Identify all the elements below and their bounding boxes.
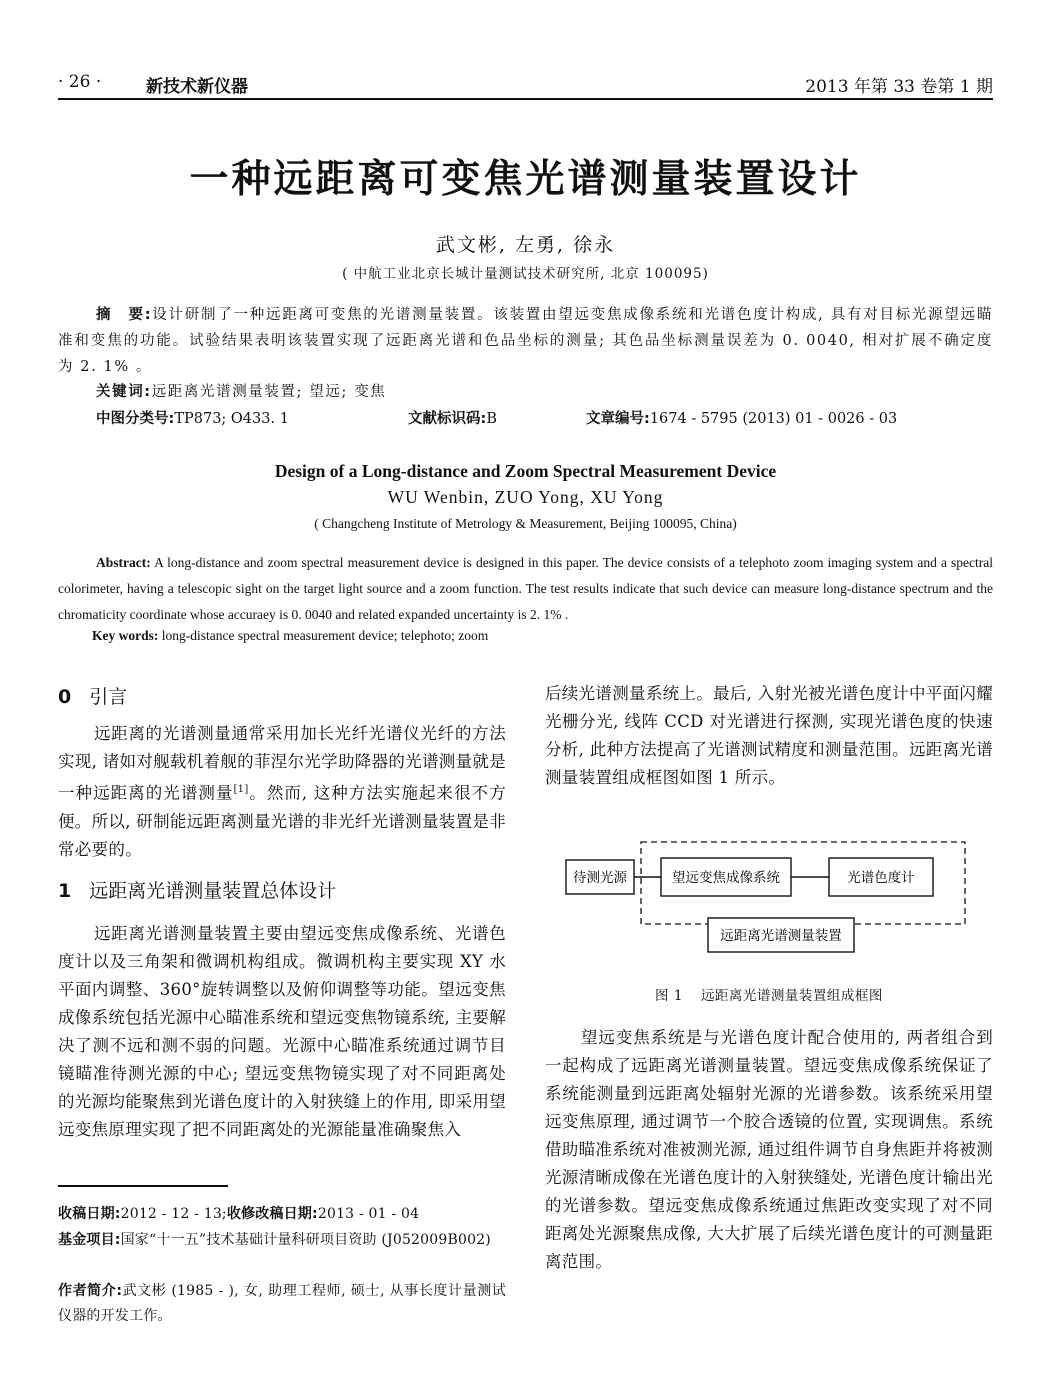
keywords-cn-text: 远距离光谱测量装置; 望远; 变焦: [151, 384, 387, 400]
author-bio-value: 武文彬 (1985 - ), 女, 助理工程师, 硕士, 从事长度计量测试仪器的开发工作。: [58, 1283, 506, 1324]
right-column-text-2: 望远变焦系统是与光谱色度计配合使用的, 两者组合到一起构成了远距离光谱测量装置。望远变焦成像系统保证了系统能测量到远距离处辐射光源的光谱参数。该系统采用望远变焦原理, 通过调节一个胶合透镜的位置, 实现调焦。系统借助瞄准系统对准被测光源, 通过组件调节自身焦距并将被测光源清晰成像在光谱色度计的入射狭缝处, 光谱色度计输出光的光谱参数。望远变焦成像系统通过焦距改变实现了对不同距离处光源聚焦成像, 大大扩展了后续光谱色度计的可测量距离范围。: [545, 1028, 993, 1271]
figure-caption-text: 远距离光谱测量装置组成框图: [700, 988, 883, 1004]
footnote-author: [58, 1279, 506, 1329]
issue-info: 2013 年第 33 卷第 1 期: [805, 77, 993, 97]
section-1-paragraph: [58, 920, 506, 1144]
received-value: 2012 - 12 - 13;: [120, 1206, 227, 1222]
right-column-paragraph-2: [545, 1024, 993, 1276]
clc-value: TP873; O433. 1: [174, 411, 289, 427]
keywords-cn-label: 关键词:: [96, 384, 152, 400]
section-1-heading: [58, 876, 336, 903]
section-0-text-a: 远距离的光谱测量通常采用加长光纤光谱仪光纤的方法实现, 诸如对舰载机着舰的菲涅尔光学助降器的光谱测量就是一种远距离的光谱测量: [58, 724, 506, 803]
paper-title: 一种远距离可变焦光谱测量装置设计: [189, 157, 862, 202]
block-diagram: [564, 838, 974, 960]
page-number: · 26 ·: [58, 72, 102, 92]
section-0-number: 0: [58, 686, 72, 708]
classification-line: [96, 407, 996, 428]
english-affiliation: ( Changcheng Institute of Metrology & Measurement, Beijing 100095, China): [314, 516, 737, 531]
right-column-text-1: 后续光谱测量系统上。最后, 入射光被光谱色度计中平面闪耀光栅分光, 线阵 CCD 对光谱进行探测, 实现光谱色度的快速分析, 此种方法提高了光谱测试精度和测量范围。远距离光谱测量装置组成框图如图 1 所示。: [545, 684, 993, 787]
section-0-text-b: 。然而, 这种方法实施起来很不方便。所以, 研制能远距离测量光谱的非光纤光谱测量装置是非常必要的。: [58, 783, 506, 859]
doc-code-value: B: [486, 411, 497, 427]
affiliation: ( 中航工业北京长城计量测试技术研究所, 北京 100095): [342, 266, 709, 282]
author-bio-label: 作者简介:: [58, 1283, 123, 1299]
box-source-label: 待测光源: [573, 870, 627, 886]
abstract-cn-text: 设计研制了一种远距离可变焦的光谱测量装置。该装置由望远变焦成像系统和光谱色度计构成, 具有对目标光源望远瞄准和变焦的功能。试验结果表明该装置实现了远距离光谱和色品坐标的测量; 其色品坐标测量误差为 0. 0040, 相对扩展不确定度为 2. 1% 。: [58, 307, 993, 375]
section-1-text: 远距离光谱测量装置主要由望远变焦成像系统、光谱色度计以及三角架和微调机构组成。微调机构主要实现 XY 水平面内调整、360°旋转调整以及俯仰调整等功能。望远变焦成像系统包括光源中心瞄准系统和望远变焦物镜系统, 主要解决了测不远和测不弱的问题。光源中心瞄准系统通过调节目镜瞄准待测光源的中心; 望远变焦物镜实现了对不同距离处的光源均能聚焦到光谱色度计的入射狭缝上的作用, 即采用望远变焦原理实现了把不同距离处的光源能量准确聚焦入: [58, 924, 506, 1139]
section-0-paragraph: [58, 720, 506, 864]
header-rule: [58, 98, 993, 100]
section-1-number: 1: [58, 880, 72, 902]
clc-label: 中图分类号:: [96, 411, 175, 427]
doc-code-label: 文献标识码:: [408, 411, 487, 427]
abstract-cn-label: 摘 要:: [96, 307, 153, 323]
english-abstract: [58, 550, 993, 628]
box-device-label: 远距离光谱测量装置: [720, 928, 842, 944]
english-keywords-text: long-distance spectral measurement device; telephoto; zoom: [161, 628, 489, 643]
received-label: 收稿日期:: [58, 1206, 121, 1222]
section-0-title: 引言: [89, 686, 128, 708]
english-authors: WU Wenbin, ZUO Yong, XU Yong: [387, 487, 664, 507]
box-zoom-imaging-label: 望远变焦成像系统: [672, 870, 780, 886]
box-colorimeter-label: 光谱色度计: [847, 870, 915, 886]
abstract-cn: [58, 302, 993, 380]
revised-value: 2013 - 01 - 04: [317, 1206, 420, 1222]
english-title: Design of a Long-distance and Zoom Spectral Measurement Device: [274, 461, 777, 481]
english-abstract-text: A long-distance and zoom spectral measurement device is designed in this paper. The device consists of a telephoto zoom imaging system and a spectral colorimeter, having a telescopic sight on the target light source and a zoom function. The test results indicate that such device can measure long-distance spectrum and the chromaticity coordinate whose accuraey is 0. 0040 and related expanded uncertainty is 2. 1% .: [58, 555, 993, 622]
keywords-cn: [96, 380, 386, 401]
authors: 武文彬, 左勇, 徐永: [435, 234, 616, 256]
figure-number: 图 1: [655, 988, 683, 1004]
section-1-title: 远距离光谱测量装置总体设计: [89, 880, 337, 902]
citation-ref: [1]: [233, 784, 249, 795]
footnote-received: [58, 1202, 506, 1227]
revised-label: 收修改稿日期:: [226, 1206, 318, 1222]
article-no-label: 文章编号:: [586, 411, 650, 427]
fund-value: 国家“十一五”技术基础计量科研项目资助 (J052009B002): [120, 1232, 491, 1248]
english-keywords-label: Key words:: [92, 628, 159, 643]
english-abstract-label: Abstract:: [96, 555, 151, 570]
figure-caption: [545, 984, 993, 1004]
right-column-paragraph-1: [545, 680, 993, 792]
footnote-rule: [58, 1185, 228, 1187]
section-0-heading: [58, 682, 127, 709]
fund-label: 基金项目:: [58, 1232, 121, 1248]
journal-name: 新技术新仪器: [146, 77, 248, 97]
article-no-value: 1674 - 5795 (2013) 01 - 0026 - 03: [649, 411, 898, 427]
footnote-fund: [58, 1228, 506, 1253]
running-header: [58, 70, 993, 98]
english-keywords: [92, 628, 488, 644]
